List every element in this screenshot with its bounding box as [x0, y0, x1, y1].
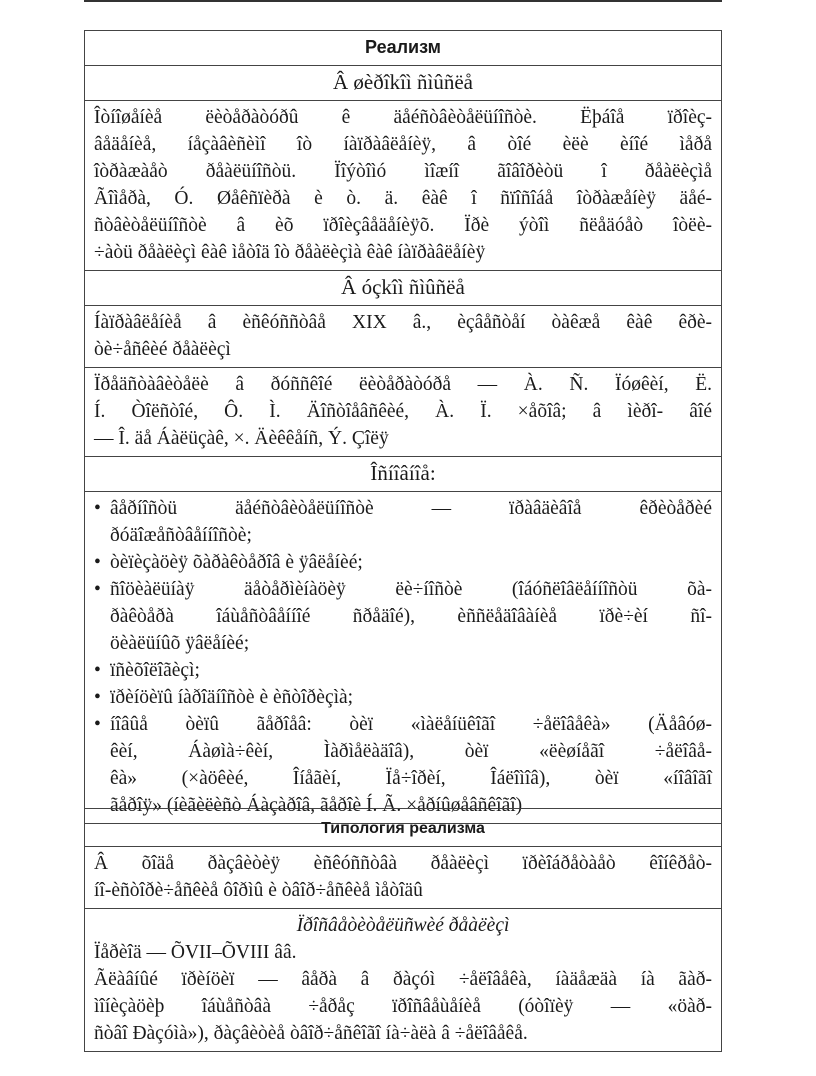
list-item-line: âåðíîñòü äåéñòâèòåëüíîñòè — ïðàâäèâîå êðèòåðèé — [110, 498, 712, 519]
basics-list — [85, 491, 721, 823]
list-item — [94, 576, 712, 657]
list-item — [94, 684, 712, 711]
text-line: ÷àòü ðåàëèçì êàê ìåòîä îò ðåàëèçìà êàê íàïðàâëåíèÿ — [94, 242, 486, 263]
text-line: íî-èñòîðè÷åñêèå ôîðìû è òâîð÷åñêèå ìåòîäû — [94, 880, 423, 901]
section-narrow-heading: Â óçkîì ñìûñëå — [85, 270, 721, 305]
bullet-icon: • — [94, 552, 101, 573]
list-item-line: ðàêòåðà îáùåñòâåííîé ñðåäîé), èññëåäîâàíèå ïðè÷èí ñî- — [110, 606, 712, 627]
text-line: — Î. äå Áàëüçàê, ×. Äèêêåíñ, Ý. Çîëÿ — [94, 428, 389, 449]
list-item — [94, 711, 712, 819]
table-title: Типология реализма — [321, 820, 485, 837]
text-line: Í. Òîëñòîé, Ô. Ì. Äîñòîåâñêèé, À. Ï. ×åõîâ; â ìèðî- âîé — [94, 401, 712, 422]
bullet-icon: • — [94, 660, 101, 681]
typology-table — [84, 808, 722, 1052]
basics-heading: Îñíîâíîå: — [85, 456, 721, 491]
bullet-icon: • — [94, 498, 101, 519]
bullet-icon: • — [94, 579, 101, 600]
text-line: îòðàæàåò ðåàëüíîñòü. Ïîýòîìó ìîæíî ãîâîðèòü î ðåàëèçìå — [94, 161, 712, 182]
representatives-text — [85, 367, 721, 456]
text-line: ñòâî Ðàçóìà»), ðàçâèòèå òâîð÷åñêîãî íà÷àëà â ÷åëîâåêå. — [94, 1023, 528, 1044]
list-item-line: òèïèçàöèÿ õàðàêòåðîâ è ÿâëåíèé; — [110, 552, 363, 573]
text-line: âåäåíèå, íåçàâèñèìî îò íàïðàâëåíèÿ, â òîé èëè èíîé ìåðå — [94, 134, 712, 155]
type-name: Ïðîñâåòèòåëüñwèé ðåàëèçì — [296, 915, 510, 936]
type-text — [94, 966, 712, 1047]
intro-text — [85, 846, 721, 908]
realism-table — [84, 30, 722, 824]
text-line: Îòíîøåíèå ëèòåðàòóðû ê äåéñòâèòåëüíîñòè. Ëþáîå ïðîèç- — [94, 107, 712, 128]
text-line: ñòâèòåëüíîñòè â èõ ïðîèçâåäåíèÿõ. Ïðè ýòîì ñëåäóåò îòëè- — [94, 215, 712, 236]
top-rule — [84, 0, 722, 2]
text-line: Ãëàâíûé ïðèíöèï — âåðà â ðàçóì ÷åëîâåêà, íàäåæäà íà ãàð- — [94, 969, 712, 990]
list-item — [94, 495, 712, 549]
list-item-line: êèí, Áàøìà÷êèí, Ìàðìåëàäîâ), òèï «ëèøíåãî ÷åëîâå- — [110, 741, 712, 762]
bullet-icon: • — [94, 687, 101, 708]
list-item — [94, 657, 712, 684]
text-line: Ïðåäñòàâèòåëè â ðóññêîé ëèòåðàòóðå — À. Ñ. Ïóøêèí, Ë. — [94, 374, 712, 395]
table-title: Реализм — [365, 37, 441, 57]
bullet-icon: • — [94, 714, 101, 735]
text-line: òè÷åñêèé ðåàëèçì — [94, 339, 231, 360]
text-line: Â õîäå ðàçâèòèÿ èñêóññòâà ðåàëèçì ïðèîáðåòàåò êîíêðåò- — [94, 853, 712, 874]
list-item-line: ñîöèàëüíàÿ äåòåðìèíàöèÿ ëè÷íîñòè (îáóñëîâëåííîñòü õà- — [110, 579, 712, 600]
list-item-line: ðóäîæåñòâåííîñòè; — [110, 525, 252, 546]
narrow-text — [85, 305, 721, 367]
list-item-line: ïðèíöèïû íàðîäíîñòè è èñòîðèçìà; — [110, 687, 354, 708]
section-wide-heading: Â øèðîkîì ñìûñëå — [85, 65, 721, 100]
text-line: Íàïðàâëåíèå â èñêóññòâå XIX â., èçâåñòåí òàêæå êàê êðè- — [94, 312, 712, 333]
wide-text — [85, 100, 721, 270]
text-line: Ãîìåðà, Ó. Øåêñïèðà è ò. ä. êàê î ñïîñîáå îòðàæåíèÿ äåé- — [94, 188, 712, 209]
list-item-line: êà» (×àöêèé, Îíåãèí, Ïå÷îðèí, Îáëîìîâ), òèï «íîâîãî — [110, 768, 712, 789]
type-period: Ïåðèîä — ÕVII–ÕVIII ââ. — [94, 942, 297, 963]
text-line: ìîíèçàöèþ îáùåñòâà ÷åðåç ïðîñâåùåíèå (óòîïèÿ — «öàð- — [94, 996, 712, 1017]
list-item-line: öèàëüíûõ ÿâëåíèé; — [110, 633, 250, 654]
list-item-line: ïñèõîëîãèçì; — [110, 660, 200, 681]
list-item — [94, 549, 712, 576]
list-item-line: ãåðîÿ» (íèãèëèñò Áàçàðîâ, ãåðîè Í. Ã. ×åðíûøåâñêîãî) — [110, 795, 523, 816]
type-block — [85, 908, 721, 1051]
list-item-line: íîâûå òèïû ãåðîåâ: òèï «ìàëåíüêîãî ÷åëîâåêà» (Äåâóø- — [110, 714, 712, 735]
